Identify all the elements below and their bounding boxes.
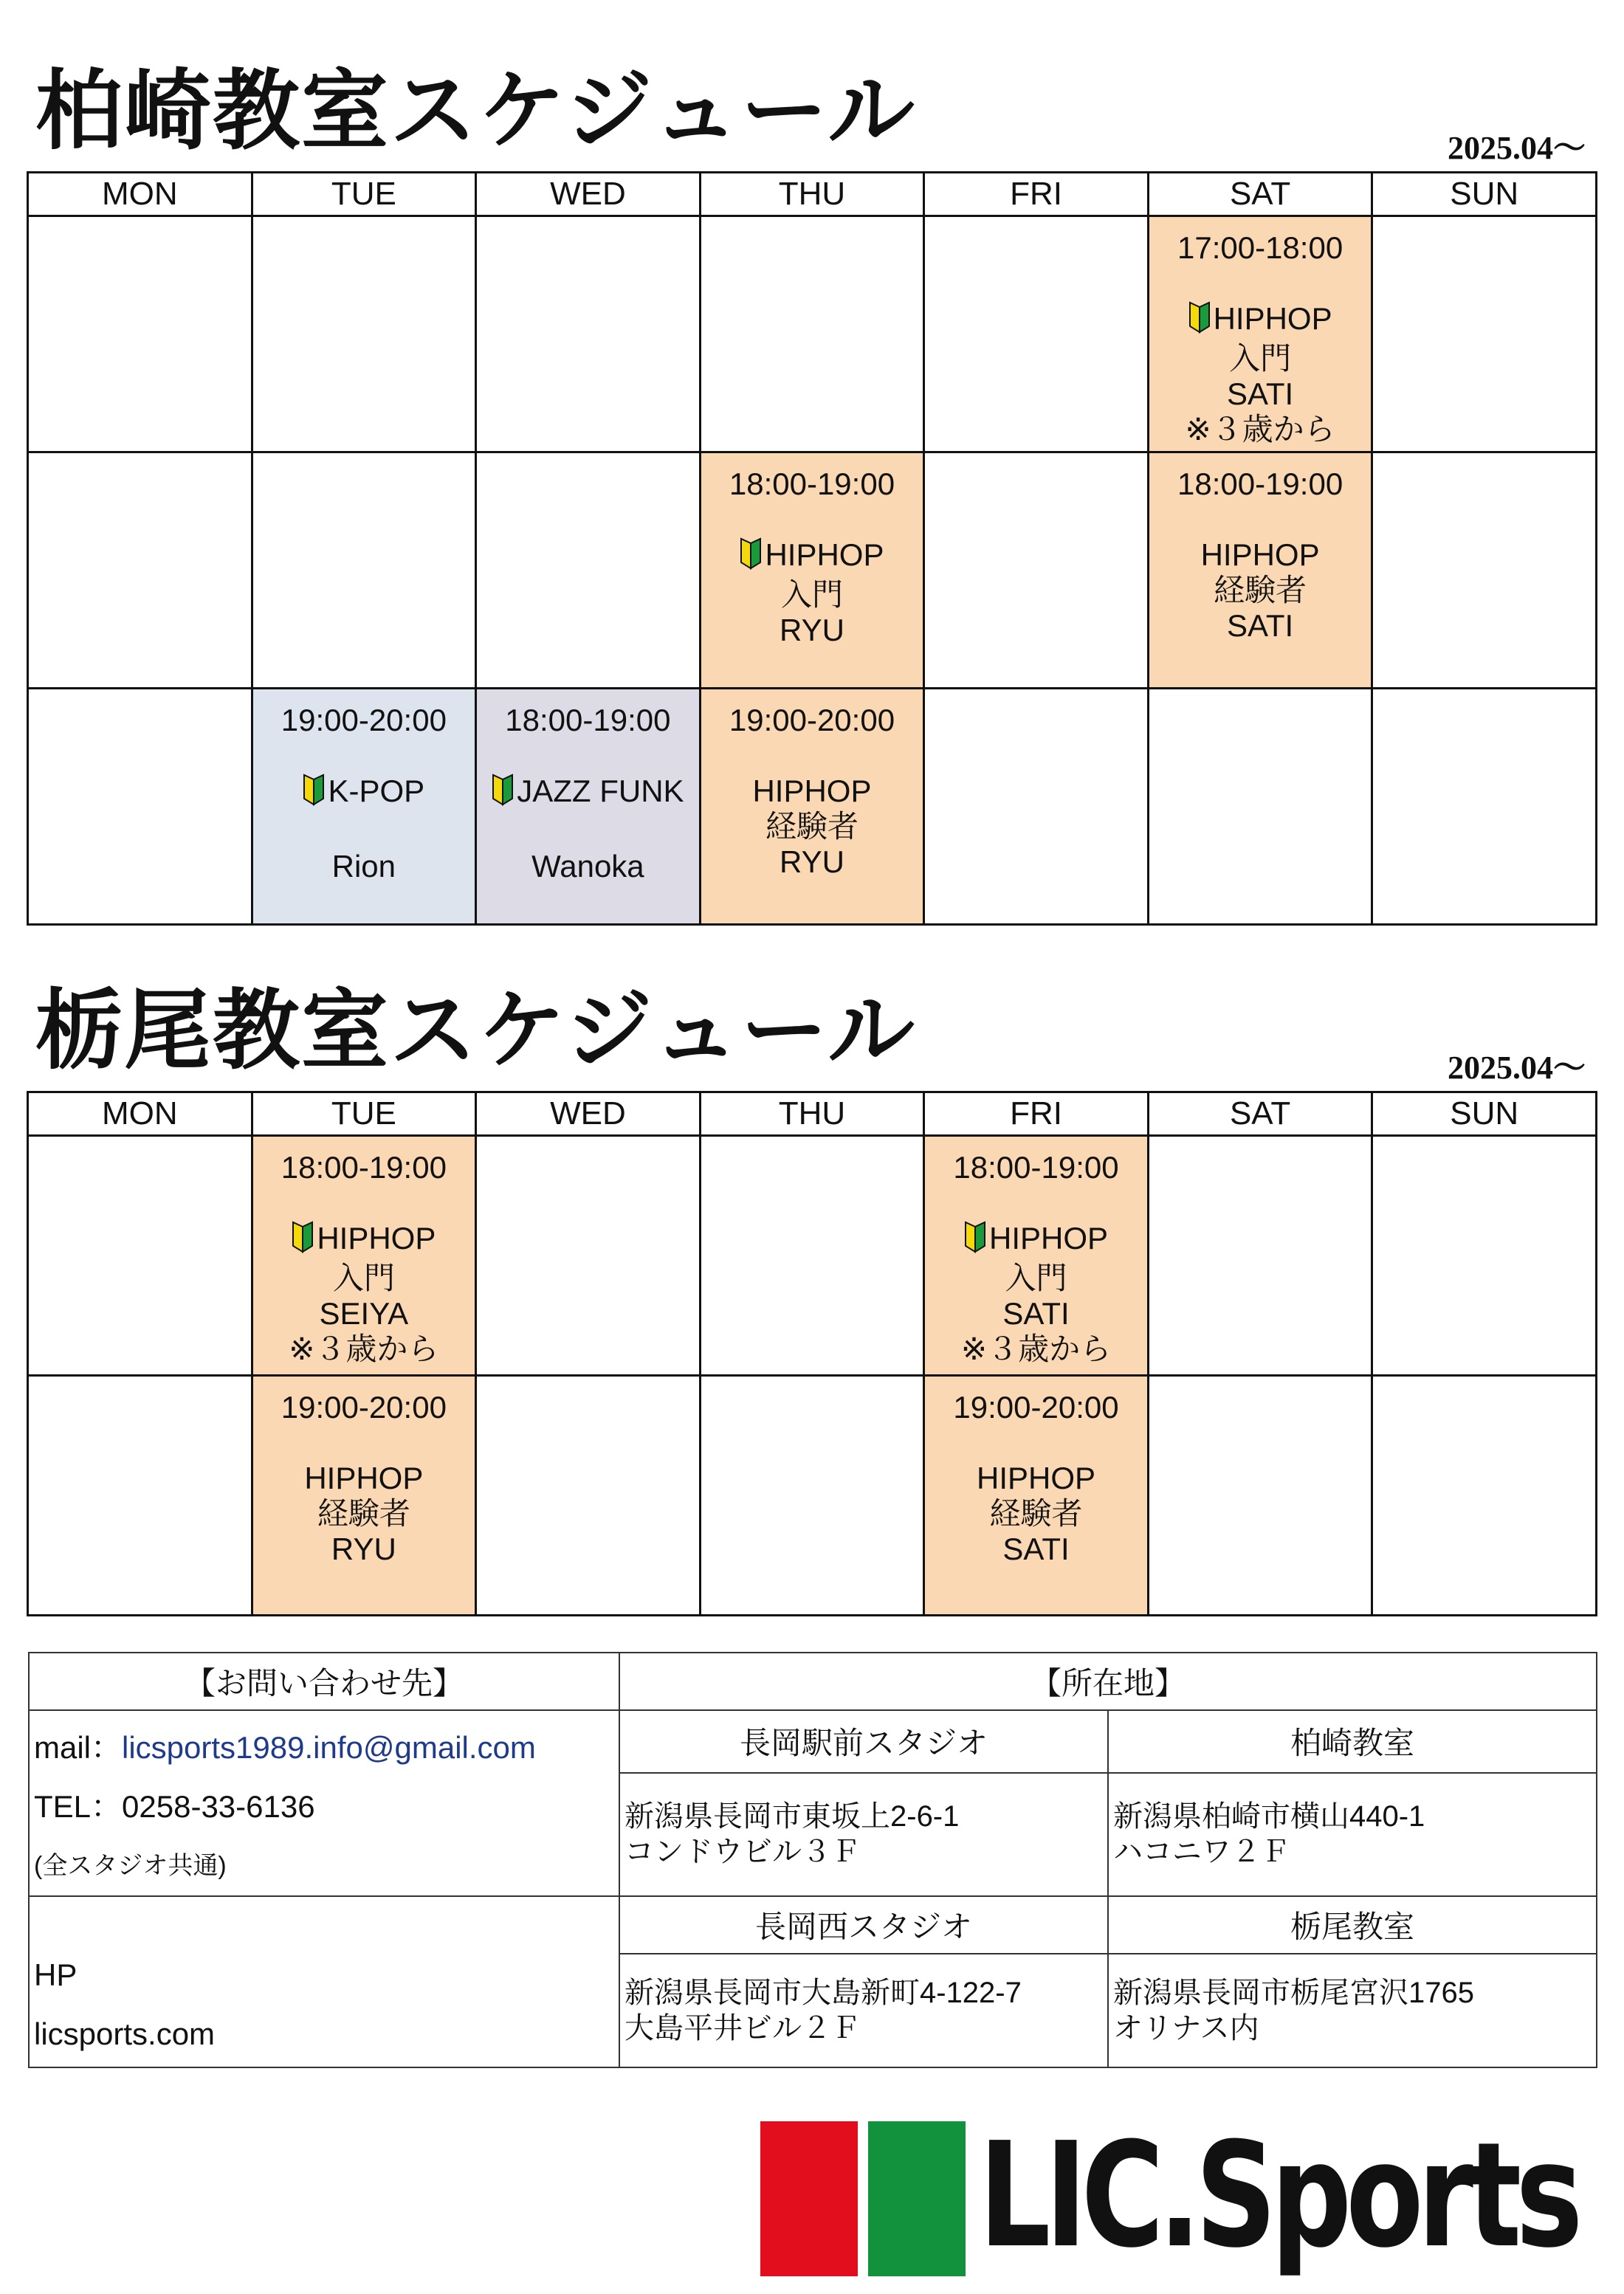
day-sun: SUN (1372, 1092, 1597, 1136)
lic-sports-logo (760, 2111, 1602, 2280)
class-cell-thu-1800 (700, 452, 924, 689)
empty-cell (28, 452, 252, 689)
hp-cell (29, 1896, 619, 2067)
class-note: ※３歳から (960, 1332, 1112, 1366)
class-time: 18:00-19:00 (953, 1150, 1119, 1185)
class-name: HIPHOP (977, 1461, 1096, 1495)
empty-cell (476, 1376, 701, 1616)
class-cell-tue-1900 (252, 1376, 476, 1616)
day-thu: THU (700, 1092, 924, 1136)
class-level: 入門 (1229, 341, 1292, 376)
day-sun: SUN (1372, 173, 1597, 216)
day-tue: TUE (252, 1092, 476, 1136)
studio-address: 新潟県長岡市東坂上2-6-1 コンドウビル３Ｆ (619, 1773, 1108, 1896)
empty-cell (1372, 1136, 1597, 1376)
class-level: 経験者 (989, 1496, 1083, 1531)
schedule-row (28, 216, 1597, 452)
empty-cell (252, 452, 476, 689)
class-instructor: SATI (1226, 608, 1294, 643)
class-time: 19:00-20:00 (281, 1390, 447, 1425)
empty-cell (924, 452, 1149, 689)
class-name: HIPHOP (1200, 537, 1320, 572)
empty-cell (700, 216, 924, 452)
beginner-mark-icon (740, 537, 762, 577)
class-time: 18:00-19:00 (505, 703, 671, 737)
info-table (28, 1652, 1597, 2068)
contact-cell (29, 1710, 619, 1896)
class-note: ※３歳から (289, 1332, 439, 1366)
beginner-mark-icon (492, 774, 514, 813)
class-time: 19:00-20:00 (729, 703, 895, 737)
day-thu: THU (700, 173, 924, 216)
schedule-row (28, 1376, 1597, 1616)
empty-cell (476, 1136, 701, 1376)
beginner-mark-icon (964, 1221, 986, 1261)
class-time: 18:00-19:00 (729, 466, 895, 501)
day-header-row (28, 1092, 1597, 1136)
class-name: K-POP (328, 774, 425, 808)
logo-text: LIC.Sports (979, 2112, 1577, 2280)
class-level: 経験者 (765, 809, 859, 844)
studio-address: 新潟県長岡市栃尾宮沢1765 オリナス内 (1108, 1954, 1597, 2067)
class-time: 17:00-18:00 (1177, 230, 1343, 265)
day-wed: WED (476, 1092, 701, 1136)
empty-cell (700, 1136, 924, 1376)
mail-label: mail： (34, 1730, 123, 1765)
studio-name: 柏崎教室 (1108, 1710, 1597, 1773)
empty-cell (1148, 1136, 1372, 1376)
empty-cell (28, 1376, 252, 1616)
class-cell-fri-1900 (924, 1376, 1149, 1616)
studio-name: 栃尾教室 (1108, 1896, 1597, 1954)
logo-red-block (760, 2121, 858, 2276)
day-sat: SAT (1148, 173, 1372, 216)
empty-cell (476, 216, 701, 452)
empty-cell (924, 689, 1149, 925)
class-time: 18:00-19:00 (281, 1150, 447, 1185)
logo-green-block (868, 2121, 966, 2276)
class-instructor: RYU (331, 1532, 396, 1566)
class-level: 経験者 (1214, 573, 1307, 607)
class-instructor: Wanoka (531, 849, 644, 884)
empty-cell (28, 689, 252, 925)
kashiwazaki-date: 2025.04～ (1448, 130, 1586, 166)
location-header: 【所在地】 (619, 1653, 1597, 1710)
schedule-row (28, 452, 1597, 689)
class-instructor: RYU (780, 844, 844, 879)
class-instructor: SEIYA (319, 1296, 409, 1331)
empty-cell (924, 216, 1149, 452)
beginner-mark-icon (303, 774, 325, 813)
empty-cell (1372, 689, 1597, 925)
class-note: ※３歳から (1185, 412, 1335, 447)
empty-cell (476, 452, 701, 689)
day-mon: MON (28, 1092, 252, 1136)
studio-name: 長岡駅前スタジオ (619, 1710, 1108, 1773)
empty-cell (1372, 452, 1597, 689)
class-cell-thu-1900 (700, 689, 924, 925)
class-cell-sat-1700 (1148, 216, 1372, 452)
empty-cell (1372, 216, 1597, 452)
class-time: 19:00-20:00 (281, 703, 447, 737)
empty-cell (28, 216, 252, 452)
class-time: 19:00-20:00 (953, 1390, 1119, 1425)
contact-header: 【お問い合わせ先】 (29, 1653, 619, 1710)
class-level: 入門 (1005, 1261, 1067, 1295)
class-name: HIPHOP (989, 1221, 1109, 1256)
class-cell-tue-1800 (252, 1136, 476, 1376)
class-name: HIPHOP (304, 1461, 424, 1495)
hp-label: HP (34, 1957, 78, 1992)
empty-cell (1148, 1376, 1372, 1616)
tel-text: TEL：0258-33-6136 (34, 1789, 315, 1824)
class-level: 経験者 (317, 1496, 410, 1531)
day-wed: WED (476, 173, 701, 216)
empty-cell (1148, 689, 1372, 925)
tochio-title: 栃尾教室スケジュール (35, 979, 916, 1081)
beginner-mark-icon (1188, 301, 1211, 341)
shared-note: (全スタジオ共通) (34, 1852, 227, 1880)
studio-address: 新潟県柏崎市横山440-1 ハコニワ２Ｆ (1108, 1773, 1597, 1896)
class-name: HIPHOP (752, 774, 872, 808)
class-cell-fri-1800 (924, 1136, 1149, 1376)
kashiwazaki-title: 柏崎教室スケジュール (35, 60, 916, 162)
empty-cell (28, 1136, 252, 1376)
day-mon: MON (28, 173, 252, 216)
beginner-mark-icon (292, 1221, 314, 1261)
day-fri: FRI (924, 1092, 1149, 1136)
hp-link[interactable]: licsports.com (34, 2016, 216, 2051)
class-instructor: SATI (1226, 376, 1294, 411)
mail-link[interactable]: licsports1989.info@gmail.com (122, 1730, 536, 1765)
class-instructor: Rion (331, 849, 396, 884)
class-name: HIPHOP (765, 537, 884, 572)
schedule-row (28, 689, 1597, 925)
schedule-row (28, 1136, 1597, 1376)
class-name: JAZZ FUNK (517, 774, 684, 808)
class-cell-tue-1900 (252, 689, 476, 925)
class-level: 入門 (332, 1261, 395, 1295)
class-instructor: SATI (1002, 1532, 1070, 1566)
class-time: 18:00-19:00 (1177, 466, 1343, 501)
class-instructor: SATI (1002, 1296, 1070, 1331)
tochio-date: 2025.04～ (1448, 1050, 1586, 1086)
kashiwazaki-schedule-table (27, 171, 1597, 926)
class-cell-wed-1800 (476, 689, 701, 925)
class-name: HIPHOP (1213, 301, 1332, 336)
empty-cell (252, 216, 476, 452)
empty-cell (700, 1376, 924, 1616)
studio-address: 新潟県長岡市大島新町4-122-7 大島平井ビル２Ｆ (619, 1954, 1108, 2067)
day-fri: FRI (924, 173, 1149, 216)
day-tue: TUE (252, 173, 476, 216)
class-cell-sat-1800 (1148, 452, 1372, 689)
studio-name: 長岡西スタジオ (619, 1896, 1108, 1954)
class-level: 入門 (780, 577, 843, 612)
day-sat: SAT (1148, 1092, 1372, 1136)
class-name: HIPHOP (317, 1221, 436, 1256)
empty-cell (1372, 1376, 1597, 1616)
class-instructor: RYU (780, 613, 844, 647)
day-header-row (28, 173, 1597, 216)
tochio-schedule-table (27, 1091, 1597, 1616)
